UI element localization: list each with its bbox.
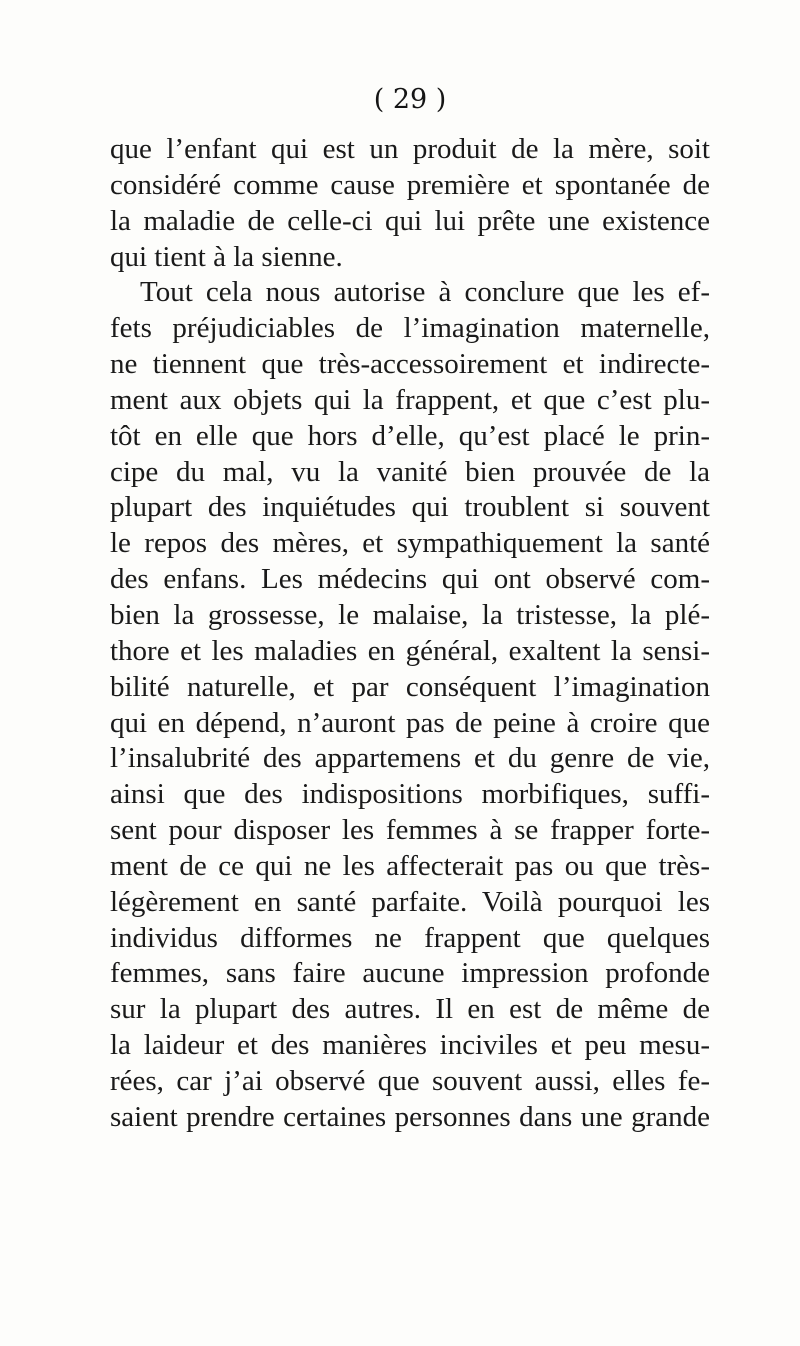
text-line: plupart des inquiétudes qui troublent si souvent [110,491,710,524]
text-line: bilité naturelle, et par conséquent l’imagination [110,670,710,703]
text-line: la maladie de celle-ci qui lui prête une existence [110,204,710,237]
text-line: femmes, sans faire aucune impression profonde [110,957,710,990]
text-line: ainsi que des indispositions morbifiques, suffi- [110,778,710,811]
text-line: ne tiennent que très-accessoirement et indirecte- [110,348,710,381]
text-line: individus difformes ne frappent que quelques [110,921,710,954]
text-line: tôt en elle que hors d’elle, qu’est placé le prin- [110,419,710,452]
text-line: qui tient à la sienne. [110,240,343,273]
page-number: ( 29 ) [373,84,447,115]
text-line: légèrement en santé parfaite. Voilà pourquoi les [110,885,710,918]
text-line: l’insalubrité des appartemens et du genre de vie, [110,742,710,775]
body-text [110,132,710,1136]
text-line: sur la plupart des autres. Il en est de même de [110,993,710,1026]
text-line: ment aux objets qui la frappent, et que c’est plu- [110,383,710,416]
text-line: ment de ce qui ne les affecterait pas ou que très- [110,849,710,882]
text-line: cipe du mal, vu la vanité bien prouvée de la [110,455,710,488]
text-line: rées, car j’ai observé que souvent aussi, elles fe- [110,1064,710,1097]
text-line: considéré comme cause première et spontanée de [110,168,710,201]
text-line: fets préjudiciables de l’imagination maternelle, [110,312,710,345]
text-line: qui en dépend, n’auront pas de peine à croire que [110,706,710,739]
text-line: saient prendre certaines personnes dans une grande [110,1100,710,1133]
text-line: la laideur et des manières inciviles et peu mesu- [110,1029,710,1062]
text-line: Tout cela nous autorise à conclure que les ef- [140,276,710,309]
text-line: des enfans. Les médecins qui ont observé com- [110,563,710,596]
text-line: le repos des mères, et sympathiquement la santé [110,527,710,560]
text-line: bien la grossesse, le malaise, la tristesse, la plé- [110,598,710,631]
text-line: sent pour disposer les femmes à se frapper forte- [110,814,710,847]
text-line: thore et les maladies en général, exaltent la sensi- [110,634,710,667]
text-line: que l’enfant qui est un produit de la mère, soit [110,133,710,165]
